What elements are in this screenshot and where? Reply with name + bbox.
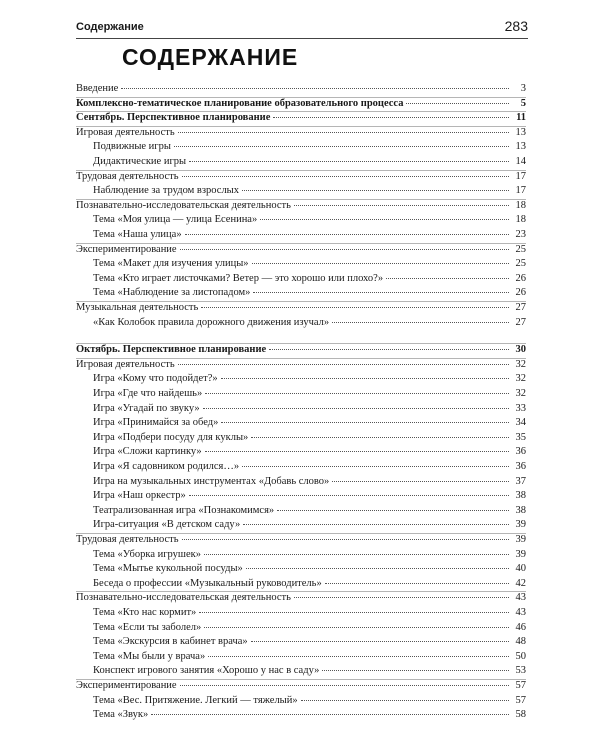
toc-entry-page: 38	[515, 490, 526, 502]
toc-entry[interactable]	[76, 112, 526, 126]
toc-entry-page: 13	[515, 126, 526, 138]
toc-entry-page: 33	[515, 402, 526, 414]
toc-entry[interactable]	[76, 98, 526, 112]
dot-leader	[205, 393, 509, 394]
toc-entry-title: Музыкальная деятельность	[76, 302, 199, 313]
toc-heading: СОДЕРЖАНИЕ	[122, 44, 299, 70]
dot-leader	[294, 597, 509, 598]
toc-entry-title: Тема «Мы были у врача»	[93, 650, 206, 662]
toc-entry-title: Игра «Наш оркестр»	[93, 490, 186, 502]
dot-leader	[185, 234, 509, 235]
toc-entry[interactable]	[93, 709, 526, 723]
toc-entry-title: Тема «Моя улица — улица Есенина»	[93, 214, 258, 226]
dot-leader	[221, 378, 509, 379]
toc-entry-title: Познавательно-исследовательская деятельность	[76, 592, 291, 604]
toc-entry[interactable]	[93, 229, 526, 243]
toc-entry[interactable]	[76, 244, 526, 258]
toc-entry-title: Экспериментирование	[76, 243, 177, 255]
toc-entry-page: 57	[515, 694, 526, 706]
toc-entry-page: 27	[515, 302, 526, 313]
toc-entry[interactable]	[93, 388, 526, 402]
toc-entry[interactable]	[93, 432, 526, 446]
dot-leader	[203, 408, 509, 409]
toc-entry-page: 36	[515, 446, 526, 458]
toc-entry[interactable]	[76, 171, 526, 185]
toc-entry-title: Тема «Макет для изучения улицы»	[93, 258, 249, 270]
toc-entry-title: Дидактические игры	[93, 156, 187, 167]
toc-entry-title: Игра-ситуация «В детском саду»	[93, 519, 241, 531]
dot-leader	[269, 349, 509, 350]
toc-entry-title: Тема «Звук»	[93, 709, 149, 721]
toc-entry[interactable]	[76, 302, 526, 316]
toc-entry[interactable]	[93, 317, 526, 331]
toc-entry-title: Тема «Экскурсия в кабинет врача»	[93, 636, 248, 648]
dot-leader	[180, 685, 509, 686]
toc-entry-page: 43	[515, 607, 526, 618]
toc-entry-title: Сентябрь. Перспективное планирование	[76, 112, 271, 124]
toc-entry-page: 40	[515, 563, 526, 575]
toc-entry-page: 17	[515, 170, 526, 182]
dot-leader	[273, 117, 509, 118]
toc-entry-page: 25	[515, 258, 526, 270]
toc-entry-title: Беседа о профессии «Музыкальный руководитель»	[93, 577, 322, 589]
toc-entry[interactable]	[93, 622, 526, 636]
dot-leader	[332, 322, 509, 323]
toc-entry-title: Игровая деятельность	[76, 358, 175, 370]
dot-leader	[252, 263, 509, 264]
toc-entry-page: 30	[515, 344, 526, 356]
toc-entry[interactable]	[93, 578, 526, 592]
toc-entry-title: Тема «Мытье кукольной посуды»	[93, 563, 243, 575]
toc-entry-title: Тема «Вес. Притяжение. Легкий — тяжелый»	[93, 694, 298, 706]
dot-leader	[277, 510, 509, 511]
dot-leader	[180, 249, 509, 250]
dot-leader	[199, 612, 509, 613]
toc-entry-page: 36	[515, 461, 526, 472]
toc-entry-page: 14	[515, 156, 526, 167]
toc-entry[interactable]	[93, 665, 526, 679]
dot-leader	[205, 451, 509, 452]
toc-entry-title: Комплексно-тематическое планирование образовательного процесса	[76, 97, 404, 109]
dot-leader	[294, 205, 509, 206]
toc-entry[interactable]	[93, 287, 526, 301]
toc-entry-page: 38	[515, 504, 526, 516]
toc-entry[interactable]	[76, 83, 526, 97]
toc-entry-title: Игра «Кому что подойдет?»	[93, 373, 218, 385]
dot-leader	[182, 176, 509, 177]
dot-leader	[242, 466, 509, 467]
toc-entry-page: 26	[515, 272, 526, 284]
toc-entry[interactable]	[93, 156, 526, 170]
toc-entry[interactable]	[93, 185, 526, 199]
toc-entry-page: 46	[515, 621, 526, 633]
header-rule	[76, 38, 528, 39]
toc-entry-title: Подвижные игры	[93, 141, 171, 153]
toc-entry[interactable]	[76, 680, 526, 694]
toc-entry-page: 11	[516, 112, 526, 124]
running-title: Содержание	[76, 21, 144, 33]
toc-entry-page: 13	[515, 141, 526, 153]
dot-leader	[208, 656, 509, 657]
toc-entry[interactable]	[93, 695, 526, 709]
toc-entry-title: Введение	[76, 83, 119, 94]
toc-entry[interactable]	[93, 636, 526, 650]
toc-entry[interactable]	[93, 373, 526, 387]
dot-leader	[178, 132, 509, 133]
toc-entry-page: 27	[515, 316, 526, 328]
toc-entry[interactable]	[93, 651, 526, 665]
toc-entry-title: Игра «Принимайся за обед»	[93, 417, 219, 429]
dot-leader	[301, 700, 509, 701]
toc-entry[interactable]	[93, 490, 526, 504]
toc-entry-page: 39	[515, 548, 526, 560]
dot-leader	[178, 364, 509, 365]
dot-leader	[151, 714, 509, 715]
dot-leader	[386, 278, 509, 279]
dot-leader	[189, 495, 509, 496]
toc-entry-title: Игра «Сложи картинку»	[93, 446, 202, 458]
dot-leader	[204, 554, 509, 555]
dot-leader	[121, 88, 509, 89]
toc-entry-title: Игровая деятельность	[76, 126, 175, 138]
toc-entry[interactable]	[93, 141, 526, 155]
toc-entry-page: 48	[515, 636, 526, 648]
toc-entry-title: Трудовая деятельность	[76, 170, 179, 182]
toc-entry[interactable]	[93, 549, 526, 563]
dot-leader	[243, 524, 509, 525]
toc-entry-title: Театрализованная игра «Познакомимся»	[93, 504, 275, 516]
toc-entry[interactable]	[93, 607, 526, 621]
toc-entry-page: 34	[515, 417, 526, 429]
toc-entry-page: 43	[515, 592, 526, 604]
toc-entry-title: Тема «Если ты заболел»	[93, 621, 202, 633]
toc-entry[interactable]	[76, 592, 526, 606]
dot-leader	[201, 307, 509, 308]
toc-entry[interactable]	[93, 446, 526, 460]
toc-entry-page: 53	[515, 665, 526, 677]
toc-entry-page: 26	[515, 287, 526, 299]
toc-entry-title: «Как Колобок правила дорожного движения изучал»	[93, 316, 330, 328]
toc-entry-page: 23	[515, 229, 526, 240]
toc-entry-page: 39	[515, 534, 526, 545]
dot-leader	[246, 568, 509, 569]
toc-entry[interactable]	[93, 273, 526, 287]
toc-entry-page: 32	[515, 373, 526, 385]
dot-leader	[174, 146, 509, 147]
dot-leader	[189, 161, 509, 162]
toc-entry-title: Тема «Кто нас кормит»	[93, 607, 197, 618]
toc-entry-title: Тема «Наша улица»	[93, 229, 182, 240]
toc-entry-page: 50	[515, 650, 526, 662]
toc-entry[interactable]	[76, 127, 526, 141]
toc-entry-title: Игра «Подбери посуду для куклы»	[93, 431, 249, 443]
toc-entry-page: 32	[515, 358, 526, 370]
toc-entry-page: 5	[520, 97, 526, 109]
toc-entry[interactable]	[93, 461, 526, 475]
toc-entry-title: Игра «Где что найдешь»	[93, 388, 203, 399]
toc-entry[interactable]	[93, 505, 526, 519]
toc-entry[interactable]	[76, 359, 526, 373]
toc-entry[interactable]	[93, 519, 526, 533]
toc-entry[interactable]	[76, 344, 526, 358]
running-header	[76, 16, 528, 38]
page-number: 283	[504, 18, 528, 34]
dot-leader	[406, 103, 509, 104]
toc-entry-title: Тема «Кто играет листочками? Ветер — это хорошо или плохо?»	[93, 272, 384, 284]
dot-leader	[332, 481, 509, 482]
toc-entry-page: 17	[515, 185, 526, 197]
toc-entry[interactable]	[76, 534, 526, 548]
toc-entry-page: 3	[520, 83, 526, 94]
toc-entry-page: 58	[515, 709, 526, 721]
toc-entry-page: 42	[515, 577, 526, 589]
toc-entry[interactable]	[93, 417, 526, 431]
dot-leader	[322, 670, 509, 671]
toc-entry-title: Трудовая деятельность	[76, 534, 179, 545]
toc-entry-title: Наблюдение за трудом взрослых	[93, 185, 239, 197]
toc-entry-title: Октябрь. Перспективное планирование	[76, 344, 267, 356]
toc-entry-title: Экспериментирование	[76, 680, 177, 691]
toc-entry-page: 57	[515, 680, 526, 691]
dot-leader	[242, 190, 509, 191]
dot-leader	[325, 583, 509, 584]
toc-entry-page: 18	[515, 214, 526, 226]
dot-leader	[221, 422, 509, 423]
dot-leader	[182, 539, 509, 540]
dot-leader	[251, 641, 509, 642]
toc-entry[interactable]	[93, 214, 526, 228]
toc-entry-page: 39	[515, 519, 526, 531]
toc-entry-title: Игра на музыкальных инструментах «Добавь слово»	[93, 475, 330, 487]
dot-leader	[251, 437, 509, 438]
toc-entry[interactable]	[93, 403, 526, 417]
toc-entry-title: Тема «Наблюдение за листопадом»	[93, 287, 251, 299]
toc-entry-page: 25	[515, 243, 526, 255]
toc-entry-page: 18	[515, 199, 526, 211]
toc-entry-title: Познавательно-исследовательская деятельность	[76, 199, 291, 211]
dot-leader	[260, 219, 509, 220]
dot-leader	[204, 627, 509, 628]
dot-leader	[253, 292, 509, 293]
toc-entry-title: Тема «Уборка игрушек»	[93, 548, 202, 560]
toc-entry-page: 37	[515, 475, 526, 487]
toc-entry-title: Конспект игрового занятия «Хорошо у нас в саду»	[93, 665, 320, 677]
toc-entry-page: 32	[515, 388, 526, 399]
toc-entry[interactable]	[93, 258, 526, 272]
toc-entry[interactable]	[93, 563, 526, 577]
toc-entry-page: 35	[515, 431, 526, 443]
toc-entry-title: Игра «Угадай по звуку»	[93, 402, 200, 414]
toc-entry[interactable]	[76, 200, 526, 214]
toc-entry[interactable]	[93, 476, 526, 490]
toc-entry-title: Игра «Я садовником родился…»	[93, 461, 240, 472]
